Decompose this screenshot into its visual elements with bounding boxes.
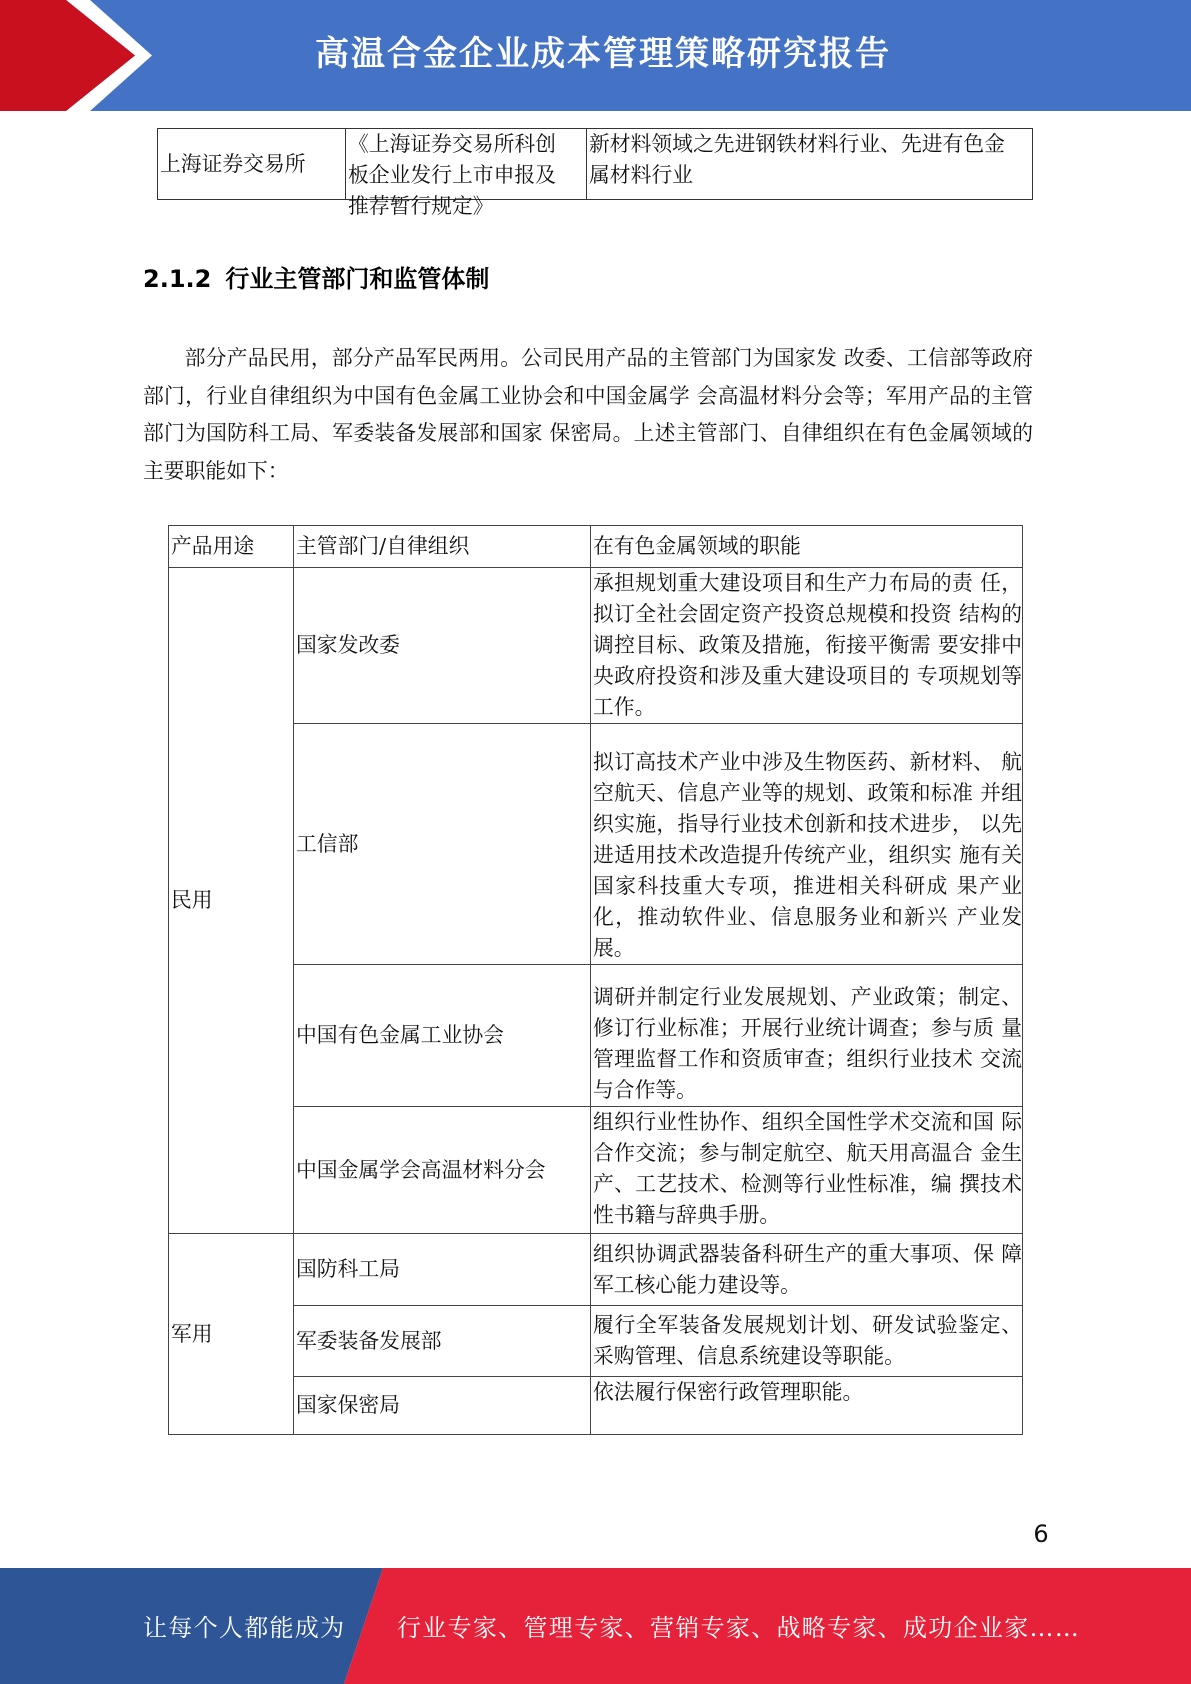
header-cell-function: 在有色金属领域的职能 xyxy=(591,526,1023,568)
function-cell: 组织行业性协作、组织全国性学术交流和国 际合作交流；参与制定航空、航天用高温合 金生产、工艺技术、检测等行业性标准，编 撰技术性书籍与辞典手册。 xyxy=(591,1107,1023,1234)
header-cell-authority: 主管部门/自律组织 xyxy=(294,526,591,568)
header-cell-usage: 产品用途 xyxy=(169,526,294,568)
authority-cell: 军委装备发展部 xyxy=(294,1306,591,1377)
footer-slogan-lead: 让每个人都能成为 xyxy=(143,1614,346,1642)
section-heading xyxy=(143,264,489,294)
authority-cell: 中国金属学会高温材料分会 xyxy=(294,1107,591,1234)
section-title: 行业主管部门和监管体制 xyxy=(225,265,490,293)
function-cell: 履行全军装备发展规划计划、研发试验鉴定、采购管理、信息系统建设等职能。 xyxy=(591,1306,1023,1377)
table-header-row xyxy=(169,526,1023,568)
function-cell: 承担规划重大建设项目和生产力布局的责 任，拟订全社会固定资产投资总规模和投资 结构的调控目标、政策及措施，衔接平衡需 要安排中央政府投资和涉及重大建设项目的 专项规划等工作。 xyxy=(591,568,1023,724)
footer-slogan-tagline: 行业专家、管理专家、营销专家、战略专家、成功企业家…… xyxy=(397,1614,1081,1642)
table-row xyxy=(169,1107,1023,1234)
usage-cell-civil: 民用 xyxy=(169,568,294,1234)
footer-banner xyxy=(0,1568,1191,1684)
regulators-table xyxy=(168,525,1023,1435)
table-cell-regulation: 《上海证券交易所科创板企业发行上市申报及推荐暂行规定》 xyxy=(346,129,587,199)
table-row xyxy=(169,1377,1023,1435)
authority-cell: 国家发改委 xyxy=(294,568,591,724)
table-row xyxy=(169,724,1023,965)
authority-cell: 工信部 xyxy=(294,724,591,965)
table-row xyxy=(169,1306,1023,1377)
table-cell-industry: 新材料领域之先进钢铁材料行业、先进有色金属材料行业 xyxy=(589,132,1005,187)
authority-cell: 国防科工局 xyxy=(294,1234,591,1306)
authority-cell: 中国有色金属工业协会 xyxy=(294,965,591,1107)
table-row xyxy=(169,965,1023,1107)
intro-paragraph: 部分产品民用，部分产品军民两用。公司民用产品的主管部门为国家发 改委、工信部等政府部门，行业自律组织为中国有色金属工业协会和中国金属学 会高温材料分会等；军用产品的主管部门为国防科工局、军委装备发展部和国家 保密局。上述主管部门、自律组织在有色金属领域的主要职能如下： xyxy=(143,346,1033,483)
table-row xyxy=(169,568,1023,724)
function-cell: 拟订高技术产业中涉及生物医药、新材料、 航空航天、信息产业等的规划、政策和标准 并组织实施，指导行业技术创新和技术进步， 以先进适用技术改造提升传统产业，组织实 施有关国家科技重大专项，推进相关科研成 果产业化，推动软件业、信息服务业和新兴 产业发展。 xyxy=(591,724,1023,965)
page-number: 6 xyxy=(1033,1520,1049,1548)
section-number: 2.1.2 xyxy=(143,265,212,293)
report-title: 高温合金企业成本管理策略研究报告 xyxy=(315,34,891,74)
table-cell-exchange: 上海证券交易所 xyxy=(158,129,346,199)
function-cell: 调研并制定行业发展规划、产业政策；制定、修订行业标准；开展行业统计调查；参与质 量管理监督工作和资质审查；组织行业技术 交流与合作等。 xyxy=(591,965,1023,1107)
usage-cell-military: 军用 xyxy=(169,1234,294,1435)
function-cell: 依法履行保密行政管理职能。 xyxy=(591,1377,1023,1435)
report-header xyxy=(0,0,1191,111)
function-cell: 组织协调武器装备科研生产的重大事项、保 障军工核心能力建设等。 xyxy=(591,1234,1023,1306)
table-row xyxy=(169,1234,1023,1306)
listing-rules-table-continued xyxy=(157,128,1033,218)
authority-cell: 国家保密局 xyxy=(294,1377,591,1435)
